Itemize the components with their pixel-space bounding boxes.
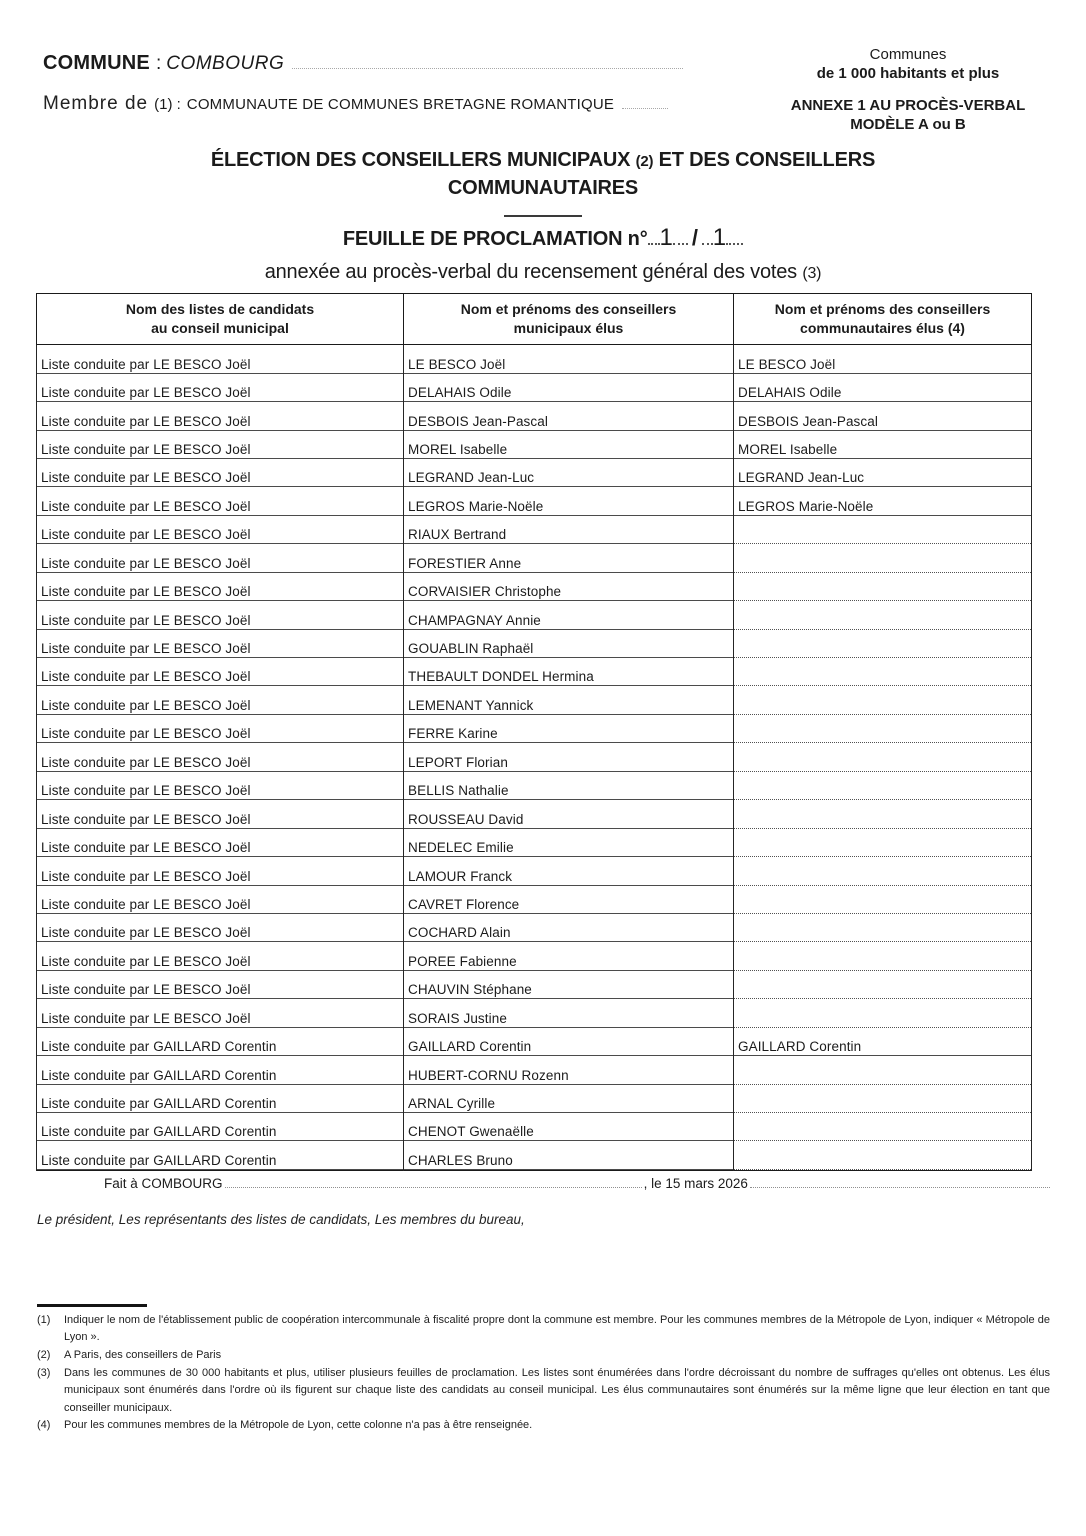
write-line: DESBOIS Jean-Pascal: [734, 412, 1031, 431]
cell-municipal-name: [404, 516, 734, 544]
footnote-3: (3) Dans les communes de 30 000 habitants et plus, utiliser plusieurs feuilles de proclamation. Les listes sont énumérées dans l'ordre décroissant du nombre de suffrages qu'elles ont obtenus. Les élus municipaux sont énumérés dans l'ordre où ils figurent sur chaque liste des candidats au conseil municipal. Les élus communautaires sont énumérés sur la même ligne que leur élection en tant que conseiller municipaux.: [37, 1366, 1050, 1414]
table-row: [37, 1141, 1032, 1170]
write-line: CHAUVIN Stéphane: [404, 980, 733, 999]
write-line: COCHARD Alain: [404, 923, 733, 942]
cell-communautaire-name: [734, 743, 1032, 771]
write-line: [734, 867, 1031, 886]
write-line: LEMENANT Yannick: [404, 696, 733, 715]
cell-municipal-name: [404, 630, 734, 658]
cell-municipal-name: [404, 487, 734, 515]
cell-communautaire-name: [734, 601, 1032, 629]
write-line: Liste conduite par LE BESCO Joël: [37, 696, 403, 715]
write-line: BELLIS Nathalie: [404, 781, 733, 800]
proclamation-subtitle: annexée au procès-verbal du recensement général des votes (3): [264, 261, 822, 284]
cell-communautaire-name: [734, 686, 1032, 714]
table-row: [37, 857, 1032, 885]
page-title-line1: ÉLECTION DES CONSEILLERS MUNICIPAUX (2) ET DES CONSEILLERS: [210, 149, 876, 171]
cell-communautaire-name: [734, 886, 1032, 914]
write-line: [734, 1009, 1031, 1028]
cell-list-name: [37, 601, 404, 629]
write-line: Liste conduite par GAILLARD Corentin: [37, 1094, 403, 1113]
fait-line: [104, 1176, 1050, 1191]
write-line: DESBOIS Jean-Pascal: [404, 412, 733, 431]
cell-list-name: [37, 1141, 404, 1170]
cell-list-name: [37, 345, 404, 374]
cell-municipal-name: [404, 402, 734, 430]
cell-list-name: [37, 374, 404, 402]
write-line: LE BESCO Joël: [404, 355, 733, 374]
cell-municipal-name: [404, 971, 734, 999]
table-body: [37, 345, 1032, 1171]
table-row: [37, 658, 1032, 686]
write-line: CHAMPAGNAY Annie: [404, 611, 733, 630]
column-header-lists: Nom des listes de candidats au conseil municipal: [37, 294, 404, 345]
cell-list-name: [37, 971, 404, 999]
cell-communautaire-name: [734, 630, 1032, 658]
table-row: [37, 601, 1032, 629]
cell-communautaire-name: [734, 999, 1032, 1027]
write-line: [734, 639, 1031, 658]
write-line: LEGROS Marie-Noële: [404, 497, 733, 516]
cell-municipal-name: [404, 544, 734, 572]
cell-municipal-name: [404, 459, 734, 487]
cell-list-name: [37, 829, 404, 857]
footnote-2: (2) A Paris, des conseillers de Paris: [37, 1349, 222, 1362]
write-line: GOUABLIN Raphaël: [404, 639, 733, 658]
cell-communautaire-name: [734, 1141, 1032, 1170]
write-line: Liste conduite par LE BESCO Joël: [37, 753, 403, 772]
write-line: GAILLARD Corentin: [404, 1037, 733, 1056]
write-line: Liste conduite par GAILLARD Corentin: [37, 1151, 403, 1170]
table-row: [37, 999, 1032, 1027]
cell-municipal-name: [404, 999, 734, 1027]
table-row: [37, 743, 1032, 771]
write-line: [734, 781, 1031, 800]
write-line: [734, 611, 1031, 630]
cell-municipal-name: [404, 1113, 734, 1141]
annexe-model-line1: ANNEXE 1 AU PROCÈS-VERBAL: [790, 97, 1026, 114]
write-line: Liste conduite par GAILLARD Corentin: [37, 1066, 403, 1085]
cell-municipal-name: [404, 686, 734, 714]
cell-communautaire-name: [734, 573, 1032, 601]
fait-label: Fait à COMBOURG: [104, 1175, 223, 1191]
table-row: [37, 686, 1032, 714]
cell-communautaire-name: [734, 772, 1032, 800]
page-header: [0, 0, 1086, 133]
table-row: [37, 1056, 1032, 1084]
write-line: [734, 753, 1031, 772]
table-row: [37, 715, 1032, 743]
table-row: [37, 544, 1032, 572]
write-line: Liste conduite par LE BESCO Joël: [37, 383, 403, 402]
date-dotted-line: [750, 1187, 1050, 1188]
cell-list-name: [37, 914, 404, 942]
dotted-fill: [673, 243, 688, 245]
write-line: POREE Fabienne: [404, 952, 733, 971]
proclamation-label: FEUILLE DE PROCLAMATION n°: [342, 228, 648, 251]
write-line: DELAHAIS Odile: [734, 383, 1031, 402]
cell-list-name: [37, 1028, 404, 1056]
write-line: Liste conduite par LE BESCO Joël: [37, 639, 403, 658]
write-line: LEGROS Marie-Noële: [734, 497, 1031, 516]
write-line: Liste conduite par LE BESCO Joël: [37, 810, 403, 829]
header-right-block: [774, 46, 1042, 133]
table-row: [37, 829, 1032, 857]
page-title: [0, 147, 1086, 202]
write-line: CAVRET Florence: [404, 895, 733, 914]
cell-list-name: [37, 1113, 404, 1141]
write-line: LEPORT Florian: [404, 753, 733, 772]
cell-municipal-name: [404, 431, 734, 459]
commune-separator: :: [155, 53, 162, 74]
table-row: [37, 431, 1032, 459]
dotted-fill: [702, 243, 713, 245]
cell-municipal-name: [404, 829, 734, 857]
write-line: [734, 667, 1031, 686]
cell-municipal-name: [404, 345, 734, 374]
write-line: Liste conduite par LE BESCO Joël: [37, 468, 403, 487]
cell-municipal-name: [404, 1085, 734, 1113]
commune-label: COMMUNE: [43, 52, 150, 74]
table-row: [37, 402, 1032, 430]
cell-communautaire-name: [734, 345, 1032, 374]
cell-municipal-name: [404, 715, 734, 743]
footnotes-divider-rule: [37, 1304, 147, 1307]
cell-municipal-name: [404, 374, 734, 402]
dotted-fill: [648, 243, 660, 245]
cell-communautaire-name: [734, 1056, 1032, 1084]
table-row: [37, 345, 1032, 374]
proclamation-slash: /: [691, 225, 698, 251]
proclamation-number: 1: [659, 224, 673, 252]
table-row: [37, 374, 1032, 402]
write-line: Liste conduite par LE BESCO Joël: [37, 724, 403, 743]
page-title-line2: COMMUNAUTAIRES: [447, 176, 639, 199]
write-line: Liste conduite par LE BESCO Joël: [37, 895, 403, 914]
cell-communautaire-name: [734, 1028, 1032, 1056]
write-line: [734, 1094, 1031, 1113]
column-header-communautaires: Nom et prénoms des conseillers communautaires élus (4): [734, 294, 1032, 345]
cell-municipal-name: [404, 914, 734, 942]
cell-list-name: [37, 431, 404, 459]
cell-communautaire-name: [734, 487, 1032, 515]
write-line: FORESTIER Anne: [404, 554, 733, 573]
write-line: [734, 696, 1031, 715]
write-line: CHARLES Bruno: [404, 1151, 733, 1170]
cell-communautaire-name: [734, 800, 1032, 828]
write-line: RIAUX Bertrand: [404, 525, 733, 544]
cell-municipal-name: [404, 743, 734, 771]
cell-list-name: [37, 715, 404, 743]
table-row: [37, 886, 1032, 914]
cell-municipal-name: [404, 601, 734, 629]
title-divider-rule: [504, 215, 582, 217]
membre-label: Membre de: [43, 93, 149, 114]
annexe-model-line2: MODÈLE A ou B: [850, 116, 966, 133]
write-line: LE BESCO Joël: [734, 355, 1031, 374]
write-line: Liste conduite par LE BESCO Joël: [37, 923, 403, 942]
table-row: [37, 516, 1032, 544]
cell-communautaire-name: [734, 914, 1032, 942]
commune-line: [43, 52, 683, 80]
write-line: Liste conduite par GAILLARD Corentin: [37, 1037, 403, 1056]
cell-communautaire-name: [734, 402, 1032, 430]
cell-list-name: [37, 857, 404, 885]
table-row: [37, 459, 1032, 487]
cell-list-name: [37, 743, 404, 771]
write-line: Liste conduite par LE BESCO Joël: [37, 667, 403, 686]
write-line: Liste conduite par LE BESCO Joël: [37, 1009, 403, 1028]
write-line: CORVAISIER Christophe: [404, 582, 733, 601]
write-line: [734, 923, 1031, 942]
cell-municipal-name: [404, 1028, 734, 1056]
cell-municipal-name: [404, 573, 734, 601]
write-line: [734, 525, 1031, 544]
write-line: Liste conduite par LE BESCO Joël: [37, 497, 403, 516]
cell-communautaire-name: [734, 715, 1032, 743]
write-line: Liste conduite par LE BESCO Joël: [37, 867, 403, 886]
cell-municipal-name: [404, 886, 734, 914]
cell-list-name: [37, 942, 404, 970]
cell-list-name: [37, 487, 404, 515]
cell-communautaire-name: [734, 1085, 1032, 1113]
proclamation-title-line: [0, 224, 1086, 252]
cell-communautaire-name: [734, 544, 1032, 572]
write-line: Liste conduite par LE BESCO Joël: [37, 582, 403, 601]
footnote-4: (4) Pour les communes membres de la Métropole de Lyon, cette colonne n'a pas à être renseignée.: [37, 1419, 533, 1432]
communes-size-line1: Communes: [869, 46, 947, 63]
cell-communautaire-name: [734, 857, 1032, 885]
cell-municipal-name: [404, 800, 734, 828]
write-line: [734, 582, 1031, 601]
write-line: Liste conduite par LE BESCO Joël: [37, 525, 403, 544]
cell-municipal-name: [404, 942, 734, 970]
write-line: CHENOT Gwenaëlle: [404, 1122, 733, 1141]
cell-list-name: [37, 686, 404, 714]
membre-dotted-line: [622, 108, 668, 109]
write-line: [734, 1151, 1031, 1170]
cell-municipal-name: [404, 658, 734, 686]
cell-municipal-name: [404, 1056, 734, 1084]
subtitle-footnote-ref: (3): [802, 265, 822, 283]
write-line: [734, 1066, 1031, 1085]
cell-list-name: [37, 1056, 404, 1084]
write-line: GAILLARD Corentin: [734, 1037, 1031, 1056]
write-line: Liste conduite par LE BESCO Joël: [37, 355, 403, 374]
write-line: Liste conduite par LE BESCO Joël: [37, 554, 403, 573]
cell-list-name: [37, 402, 404, 430]
commune-value: COMBOURG: [166, 53, 285, 74]
write-line: ROUSSEAU David: [404, 810, 733, 829]
cell-municipal-name: [404, 1141, 734, 1170]
footnote-1: (1) Indiquer le nom de l'établissement public de coopération intercommunale à fiscalité propre dont la commune est membre. Pour les communes membres de la Métropole de Lyon, indiquer « Métropole de Lyon ».: [37, 1313, 1050, 1344]
write-line: [734, 952, 1031, 971]
column-header-municipaux: Nom et prénoms des conseillers municipaux élus: [404, 294, 734, 345]
write-line: HUBERT-CORNU Rozenn: [404, 1066, 733, 1085]
fait-dotted-line: [225, 1187, 642, 1188]
date-label: , le 15 mars 2026: [643, 1175, 748, 1191]
dotted-fill: [726, 243, 743, 245]
table-row: [37, 914, 1032, 942]
write-line: Liste conduite par LE BESCO Joël: [37, 838, 403, 857]
write-line: [734, 1122, 1031, 1141]
cell-communautaire-name: [734, 658, 1032, 686]
write-line: [734, 554, 1031, 573]
cell-communautaire-name: [734, 942, 1032, 970]
table-row: [37, 971, 1032, 999]
cell-communautaire-name: [734, 1113, 1032, 1141]
write-line: Liste conduite par LE BESCO Joël: [37, 781, 403, 800]
write-line: [734, 838, 1031, 857]
write-line: DELAHAIS Odile: [404, 383, 733, 402]
write-line: [734, 810, 1031, 829]
table-row: [37, 1085, 1032, 1113]
write-line: NEDELEC Emilie: [404, 838, 733, 857]
table-row: [37, 772, 1032, 800]
cell-communautaire-name: [734, 516, 1032, 544]
cell-list-name: [37, 544, 404, 572]
cell-list-name: [37, 772, 404, 800]
table-header: [37, 294, 1032, 345]
write-line: [734, 895, 1031, 914]
write-line: [734, 724, 1031, 743]
membre-note: (1) :: [154, 96, 181, 113]
cell-list-name: [37, 800, 404, 828]
cell-municipal-name: [404, 857, 734, 885]
signatories-line: Le président, Les représentants des listes de candidats, Les membres du bureau,: [37, 1211, 525, 1227]
communes-size-line2: de 1 000 habitants et plus: [816, 65, 1000, 82]
write-line: Liste conduite par LE BESCO Joël: [37, 412, 403, 431]
cell-list-name: [37, 658, 404, 686]
title-footnote-ref: (2): [635, 153, 654, 170]
footnotes-block: [37, 1304, 1050, 1435]
write-line: MOREL Isabelle: [734, 440, 1031, 459]
write-line: ARNAL Cyrille: [404, 1094, 733, 1113]
table-row: [37, 630, 1032, 658]
proclamation-total: 1: [712, 224, 727, 252]
membre-value: COMMUNAUTE DE COMMUNES BRETAGNE ROMANTIQUE: [186, 96, 615, 113]
table-row: [37, 1113, 1032, 1141]
cell-communautaire-name: [734, 971, 1032, 999]
write-line: SORAIS Justine: [404, 1009, 733, 1028]
write-line: LEGRAND Jean-Luc: [734, 468, 1031, 487]
cell-list-name: [37, 886, 404, 914]
write-line: Liste conduite par GAILLARD Corentin: [37, 1122, 403, 1141]
write-line: MOREL Isabelle: [404, 440, 733, 459]
header-left-block: [43, 46, 683, 133]
write-line: LEGRAND Jean-Luc: [404, 468, 733, 487]
write-line: LAMOUR Franck: [404, 867, 733, 886]
cell-municipal-name: [404, 772, 734, 800]
table-row: [37, 1028, 1032, 1056]
proclamation-table: [36, 293, 1032, 1171]
write-line: Liste conduite par LE BESCO Joël: [37, 440, 403, 459]
cell-list-name: [37, 999, 404, 1027]
write-line: FERRE Karine: [404, 724, 733, 743]
cell-communautaire-name: [734, 459, 1032, 487]
write-line: Liste conduite par LE BESCO Joël: [37, 952, 403, 971]
cell-communautaire-name: [734, 829, 1032, 857]
cell-communautaire-name: [734, 374, 1032, 402]
commune-dotted-line: [292, 68, 683, 69]
write-line: THEBAULT DONDEL Hermina: [404, 667, 733, 686]
cell-communautaire-name: [734, 431, 1032, 459]
table-row: [37, 487, 1032, 515]
cell-list-name: [37, 1085, 404, 1113]
table-row: [37, 800, 1032, 828]
membre-line: [43, 93, 668, 115]
cell-list-name: [37, 459, 404, 487]
table-row: [37, 942, 1032, 970]
cell-list-name: [37, 516, 404, 544]
cell-list-name: [37, 573, 404, 601]
cell-list-name: [37, 630, 404, 658]
write-line: Liste conduite par LE BESCO Joël: [37, 611, 403, 630]
write-line: [734, 980, 1031, 999]
write-line: Liste conduite par LE BESCO Joël: [37, 980, 403, 999]
table-row: [37, 573, 1032, 601]
